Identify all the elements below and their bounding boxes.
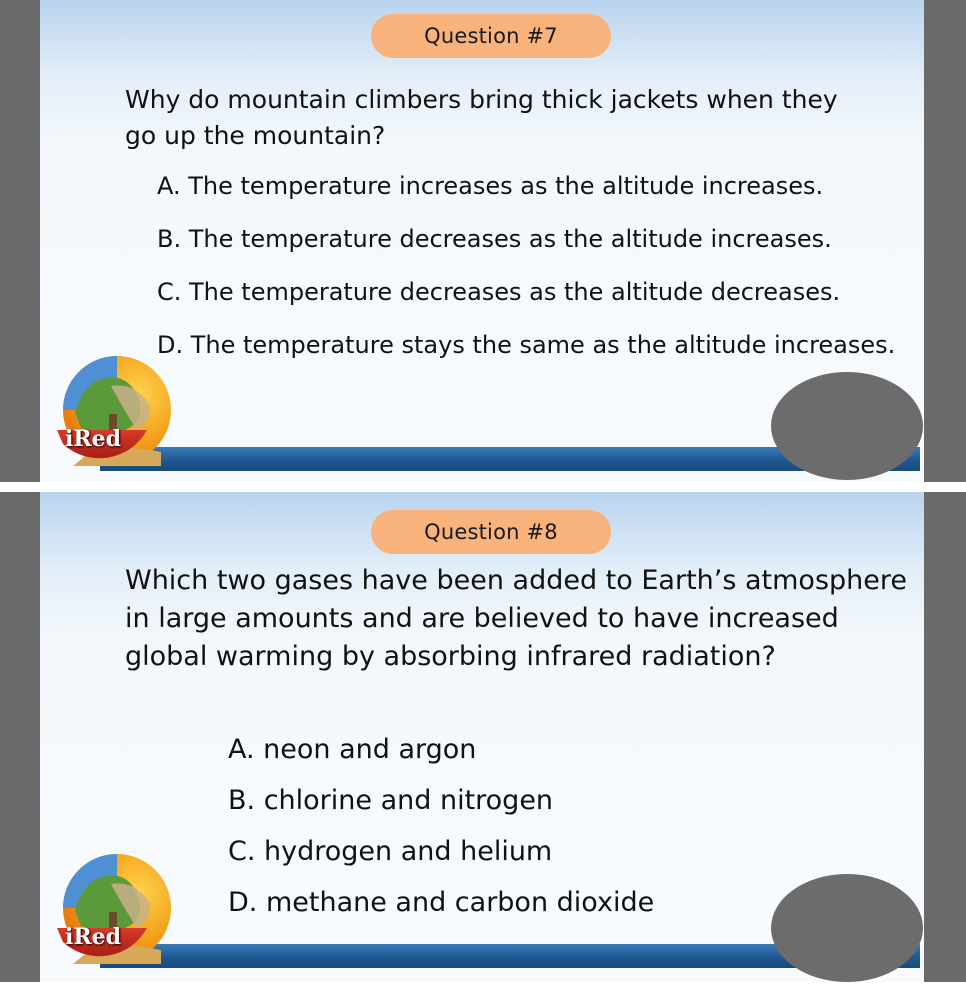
question-number-badge: Question #8 [371, 510, 611, 554]
answer-options [228, 732, 654, 936]
left-border [0, 492, 40, 982]
question-number-badge: Question #7 [371, 14, 611, 58]
option-a[interactable]: A. The temperature increases as the altitude increases. [157, 172, 824, 200]
question-text: Which two gases have been added to Earth’s atmosphere in large amounts and are believed to have increased global warming by absorbing infrared radiation? [125, 565, 907, 672]
option-d[interactable]: D. methane and carbon dioxide [228, 887, 655, 918]
option-c[interactable]: C. hydrogen and helium [228, 836, 553, 867]
left-border [0, 0, 40, 482]
answer-options [157, 168, 895, 380]
logo-text: iRed [65, 924, 122, 950]
right-border [924, 492, 966, 982]
redaction-oval [771, 874, 923, 982]
ired-logo [55, 352, 175, 472]
option-d[interactable]: D. The temperature stays the same as the altitude increases. [157, 331, 896, 359]
ired-logo [55, 850, 175, 970]
option-b[interactable]: B. The temperature decreases as the altitude increases. [157, 225, 832, 253]
logo-text: iRed [65, 426, 122, 452]
tree-sun-logo-icon [55, 850, 175, 970]
option-c[interactable]: C. The temperature decreases as the altitude decreases. [157, 278, 841, 306]
redaction-oval [771, 372, 923, 480]
option-a[interactable]: A. neon and argon [228, 734, 477, 765]
right-border [924, 0, 966, 482]
question-text: Why do mountain climbers bring thick jackets when they go up the mountain? [125, 85, 838, 150]
tree-sun-logo-icon [55, 352, 175, 472]
slide-question-8 [0, 492, 966, 982]
slide-question-7 [0, 0, 966, 482]
option-b[interactable]: B. chlorine and nitrogen [228, 785, 554, 816]
